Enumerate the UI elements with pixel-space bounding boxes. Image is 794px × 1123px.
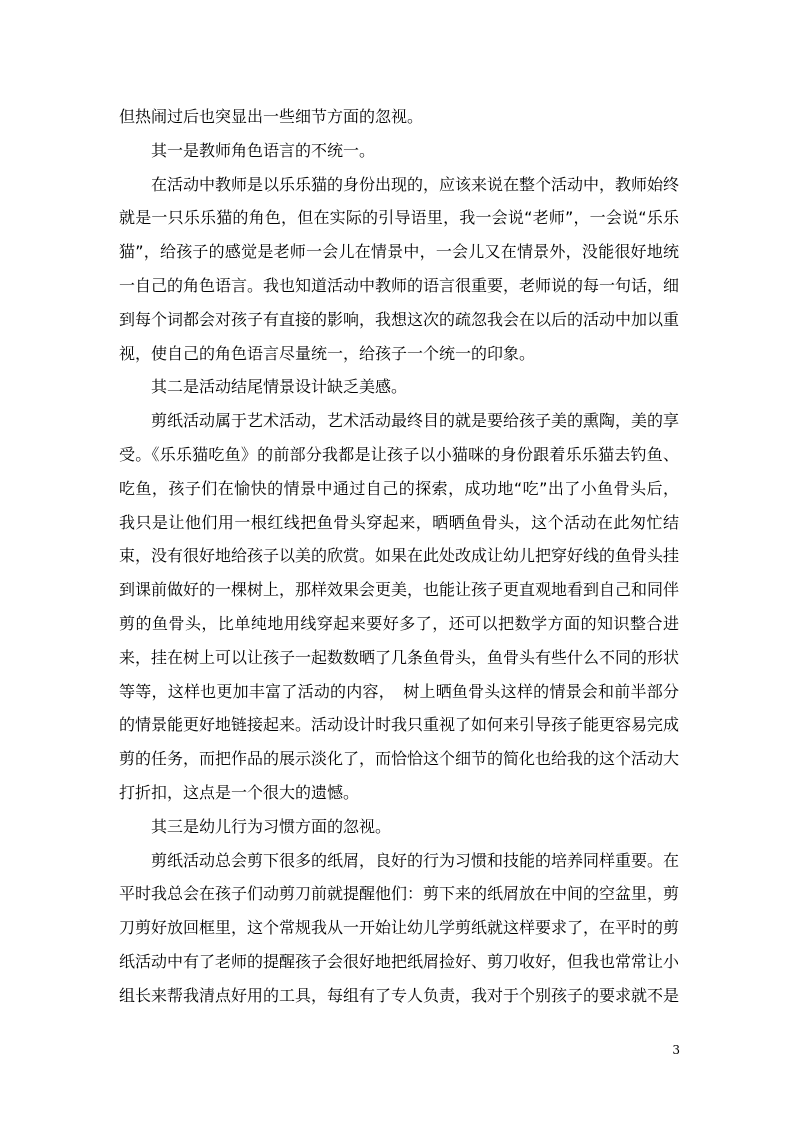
heading-point-two: 其二是活动结尾情景设计缺乏美感。 [151, 377, 408, 397]
heading-point-three: 其三是幼儿行为习惯方面的忽视。 [151, 816, 392, 836]
paragraph-role-language: 在活动中教师是以乐乐猫的身份出现的，应该来说在整个活动中，教师始终就是一只乐乐猫的角色，但在实际的引导语里，我一会说“老师”，一会说“乐乐猫”，给孩子的感觉是老师一会儿在情景中，一会儿又在情景外，没能很好地统一自己的角色语言。我也知道活动中教师的语言很重要，老师说的每一句话，细到每个词都会对孩子有直接的影响，我想这次的疏忽我会在以后的活动中加以重视，使自己的角色语言尽量统一，给孩子一个统一的印象。 [119, 174, 680, 363]
body-text [119, 100, 679, 1013]
paragraph-continuation: 但热闹过后也突显出一些细节方面的忽视。 [119, 107, 424, 126]
page-number: 3 [672, 1043, 680, 1057]
heading-point-one: 其一是教师角色语言的不统一。 [151, 140, 376, 160]
paragraph-ending-design: 剪纸活动属于艺术活动，艺术活动最终目的就是要给孩子美的熏陶，美的享受。《乐乐猫吃鱼》的前部分我都是让孩子以小猫咪的身份跟着乐乐猫去钓鱼、吃鱼，孩子们在愉快的情景中通过自己的探索，成功地“吃”出了小鱼骨头后，我只是让他们用一根红线把鱼骨头穿起来，晒晒鱼骨头，这个活动在此匆忙结束，没有很好地给孩子以美的欣赏。如果在此处改成让幼儿把穿好线的鱼骨头挂到课前做好的一棵树上，那样效果会更美，也能让孩子更直观地看到自己和同伴剪的鱼骨头，比单纯地用线穿起来要好多了，还可以把数学方面的知识整合进来，挂在树上可以让孩子一起数数晒了几条鱼骨头，鱼骨头有些什么不同的形状等等，这样也更加丰富了活动的内容， 树上晒鱼骨头这样的情景会和前半部分的情景能更好地链接起来。活动设计时我只重视了如何来引导孩子能更容易完成剪的任务，而把作品的展示淡化了，而恰恰这个细节的简化也给我的这个活动大打折扣，这点是一个很大的遗憾。 [119, 411, 680, 802]
paragraph-behavior-habits: 剪纸活动总会剪下很多的纸屑，良好的行为习惯和技能的培养同样重要。在平时我总会在孩子们动剪刀前就提醒他们：剪下来的纸屑放在中间的空盆里，剪刀剪好放回框里，这个常规我从一开始让幼儿学剪纸就这样要求了，在平时的剪纸活动中有了老师的提醒孩子会很好地把纸屑捡好、剪刀收好，但我也常常让小组长来帮我清点好用的工具，每组有了专人负责，我对于个别孩子的要求就不是 [119, 850, 680, 1005]
